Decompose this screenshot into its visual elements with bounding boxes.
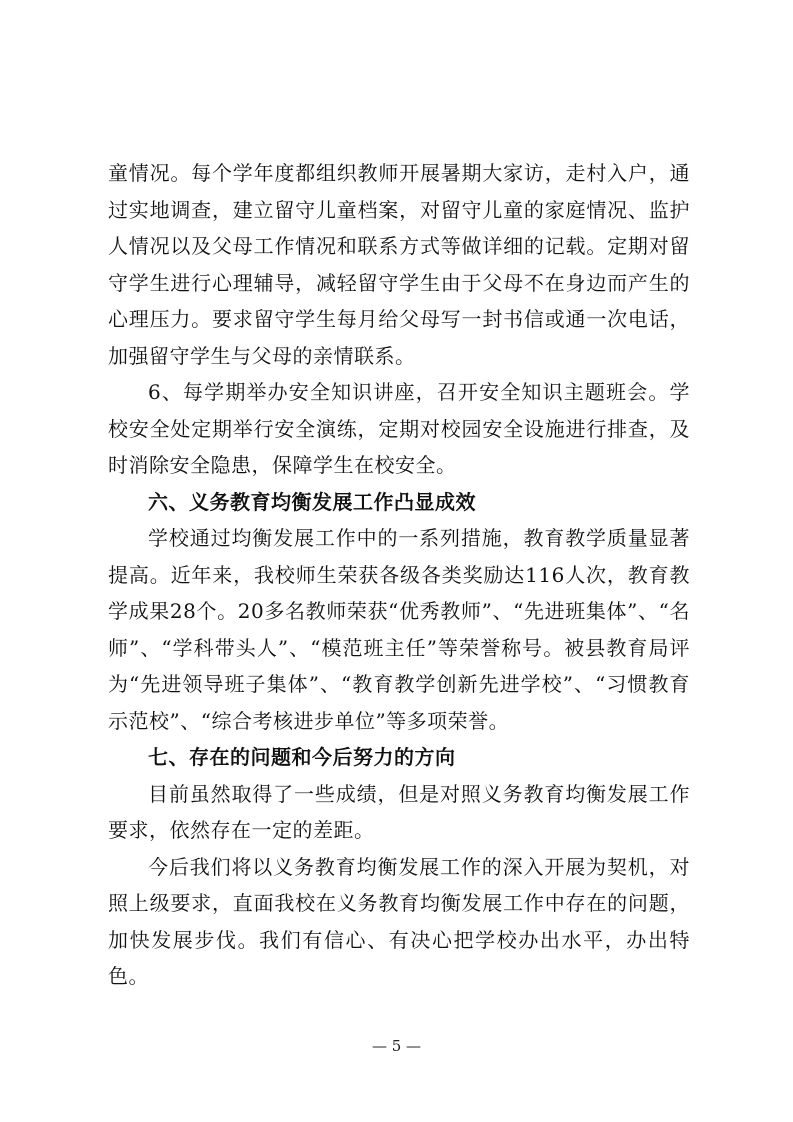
paragraph-current-gap: 目前虽然取得了一些成绩，但是对照义务教育均衡发展工作要求，依然存在一定的差距。 — [108, 781, 690, 842]
section-heading-seven: 七、存在的问题和今后努力的方向 — [148, 745, 456, 769]
paragraph-left-behind-children: 童情况。每个学年度都组织教师开展暑期大家访，走村入户，通过实地调查，建立留守儿童档案，对留守儿童的家庭情况、监护人情况以及父母工作情况和联系方式等做详细的记载。定期对留守学生进行心理辅导，减轻留守学生由于父母不在身边而产生的心理压力。要求留守学生每月给父母写一封书信或通一次电话，加强留守学生与父母的亲情联系。 — [108, 161, 690, 368]
paragraph-achievements: 学校通过均衡发展工作中的一系列措施，教育教学质量显著提高。近年来，我校师生荣获各级各类奖励达116人次，教育教学成果28个。20多名教师荣获“优秀教师”、“先进班集体”、“名师”、“学科带头人”、“模范班主任”等荣誉称号。被县教育局评为“先进领导班子集体”、“教育教学创新先进学校”、“习惯教育示范校”、“综合考核进步单位”等多项荣誉。 — [108, 526, 690, 733]
document-body — [108, 155, 690, 995]
page-number: — 5 — — [371, 1037, 422, 1055]
paragraph-safety-education: 6、每学期举办安全知识讲座，召开安全知识主题班会。学校安全处定期举行安全演练，定期对校园安全设施进行排查，及时消除安全隐患，保障学生在校安全。 — [108, 380, 690, 477]
paragraph-future-direction: 今后我们将以义务教育均衡发展工作的深入开展为契机，对照上级要求，直面我校在义务教育均衡发展工作中存在的问题，加快发展步伐。我们有信心、有决心把学校办出水平，办出特色。 — [108, 854, 690, 988]
section-heading-six: 六、义务教育均衡发展工作凸显成效 — [148, 489, 476, 514]
